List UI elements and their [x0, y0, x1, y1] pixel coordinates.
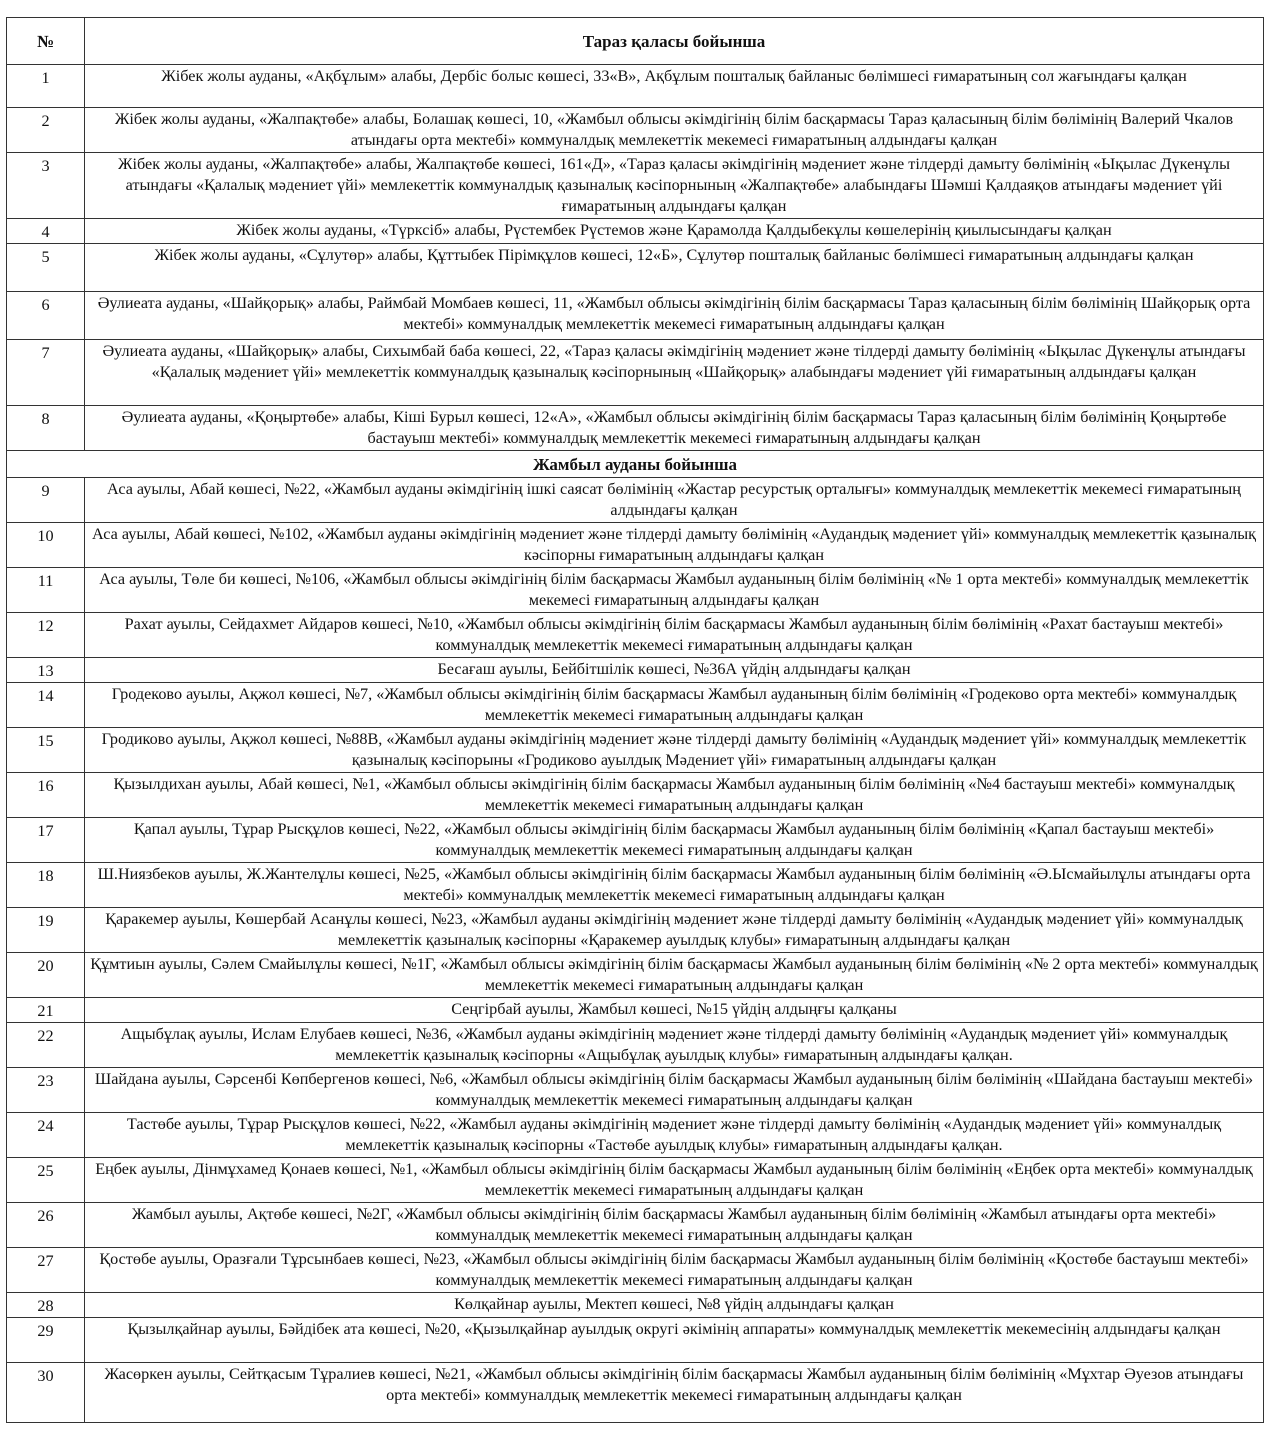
table-row [7, 613, 1264, 658]
row-number: 7 [7, 340, 85, 406]
table-row [7, 773, 1264, 818]
table-row [7, 65, 1264, 108]
table-row [7, 1363, 1264, 1423]
row-number: 14 [7, 683, 85, 728]
header-number: № [7, 18, 85, 65]
table-row [7, 658, 1264, 683]
table-row [7, 953, 1264, 998]
table-row [7, 998, 1264, 1023]
row-number: 29 [7, 1318, 85, 1363]
row-number: 17 [7, 818, 85, 863]
table-row [7, 406, 1264, 451]
table-row [7, 1113, 1264, 1158]
row-location-text: Жібек жолы ауданы, «Түрксіб» алабы, Рүстембек Рүстемов және Қарамолда Қалдыбекұлы көшелерінің қиылысындағы қалқан [85, 219, 1264, 244]
row-number: 22 [7, 1023, 85, 1068]
row-number: 8 [7, 406, 85, 451]
row-number: 28 [7, 1293, 85, 1318]
row-location-text: Жібек жолы ауданы, «Жалпақтөбе» алабы, Болашақ көшесі, 10, «Жамбыл облысы әкімдігінің білім басқармасы Тараз қаласының білім бөлімінің Валерий Чкалов атындағы орта мектебі» коммуналдық мемлекеттік мекемесі ғимаратының алдындағы қалқан [85, 108, 1264, 153]
row-number: 16 [7, 773, 85, 818]
row-number: 5 [7, 244, 85, 292]
table-row [7, 1068, 1264, 1113]
row-number: 27 [7, 1248, 85, 1293]
row-location-text: Әулиеата ауданы, «Шайқорық» алабы, Раймбай Момбаев көшесі, 11, «Жамбыл облысы әкімдігінің білім басқармасы Тараз қаласының білім бөлімінің Шайқорық орта мектебі» коммуналдық мемлекеттік мекемесі ғимаратының алдындағы қалқан [85, 292, 1264, 340]
table-row [7, 523, 1264, 568]
table-row [7, 1293, 1264, 1318]
row-number: 15 [7, 728, 85, 773]
table-header-row [7, 18, 1264, 65]
table-row [7, 908, 1264, 953]
row-number: 24 [7, 1113, 85, 1158]
table-row [7, 863, 1264, 908]
row-location-text: Жібек жолы ауданы, «Жалпақтөбе» алабы, Жалпақтөбе көшесі, 161«Д», «Тараз қаласы әкімдігінің мәдениет және тілдерді дамыту бөлімінің «Ықылас Дүкенұлы атындағы «Қалалық мәдениет үйі» мемлекеттік коммуналдық қазыналық кәсіпорнының «Жалпақтөбе» алабындағы Шәмші Қалдаяқов атындағы мәдениет үйі ғимаратының алдындағы қалқан [85, 153, 1264, 219]
table-row [7, 1318, 1264, 1363]
row-location-text: Қапал ауылы, Тұрар Рысқұлов көшесі, №22, «Жамбыл облысы әкімдігінің білім басқармасы Жамбыл ауданының білім бөлімінің «Қапал бастауыш мектебі» коммуналдық мемлекеттік мекемесі ғимаратының алдындағы қалқан [85, 818, 1264, 863]
row-number: 30 [7, 1363, 85, 1423]
row-location-text: Қаракемер ауылы, Көшербай Асанұлы көшесі, №23, «Жамбыл ауданы әкімдігінің мәдениет және тілдерді дамыту бөлімінің «Аудандық мәдениет үйі» коммуналдық мемлекеттік қазыналық кәсіпорны «Қаракемер ауылдық клубы» ғимаратының алдындағы қалқан [85, 908, 1264, 953]
table-body [7, 65, 1264, 1423]
row-number: 1 [7, 65, 85, 108]
row-number: 18 [7, 863, 85, 908]
row-number: 6 [7, 292, 85, 340]
row-number: 19 [7, 908, 85, 953]
row-location-text: Жібек жолы ауданы, «Сұлутөр» алабы, Құттыбек Пірімқұлов көшесі, 12«Б», Сұлутөр пошталық байланыс бөлімшесі ғимаратының алдындағы қалқан [85, 244, 1264, 292]
table-row [7, 340, 1264, 406]
document-page [6, 17, 1263, 1423]
table-row [7, 244, 1264, 292]
row-location-text: Бесағаш ауылы, Бейбітшілік көшесі, №36А үйдің алдындағы қалқан [85, 658, 1264, 683]
row-location-text: Әулиеата ауданы, «Қоңыртөбе» алабы, Кіші Бурыл көшесі, 12«А», «Жамбыл облысы әкімдігінің білім басқармасы Тараз қаласының білім бөлімінің Қоңыртөбе бастауыш мектебі» коммуналдық мемлекеттік мекемесі ғимаратының алдындағы қалқан [85, 406, 1264, 451]
table-row [7, 1158, 1264, 1203]
table-row [7, 568, 1264, 613]
row-number: 26 [7, 1203, 85, 1248]
row-number: 13 [7, 658, 85, 683]
table-row [7, 1248, 1264, 1293]
row-location-text: Ащыбұлақ ауылы, Ислам Елубаев көшесі, №36, «Жамбыл ауданы әкімдігінің мәдениет және тілдерді дамыту бөлімінің «Аудандық мәдениет үйі» коммуналдық мемлекеттік қазыналық кәсіпорны «Ащыбұлақ ауылдық клубы» ғимаратының алдындағы қалқан. [85, 1023, 1264, 1068]
table-row [7, 292, 1264, 340]
row-number: 3 [7, 153, 85, 219]
row-number: 21 [7, 998, 85, 1023]
row-location-text: Тастөбе ауылы, Тұрар Рысқұлов көшесі, №22, «Жамбыл ауданы әкімдігінің мәдениет және тілдерді дамыту бөлімінің «Аудандық мәдениет үйі» коммуналдық мемлекеттік қазыналық кәсіпорны «Тастөбе ауылдық клубы» ғимаратының алдындағы қалқан. [85, 1113, 1264, 1158]
table-row [7, 728, 1264, 773]
table-row [7, 153, 1264, 219]
row-location-text: Құмтиын ауылы, Сәлем Смайылұлы көшесі, №1Г, «Жамбыл облысы әкімдігінің білім басқармасы Жамбыл ауданының білім бөлімінің «№ 2 орта мектебі» коммуналдық мемлекеттік мекемесі ғимаратының алдындағы қалқан [85, 953, 1264, 998]
row-location-text: Аса ауылы, Абай көшесі, №22, «Жамбыл ауданы әкімдігінің ішкі саясат бөлімінің «Жастар ресурстық орталығы» коммуналдық мемлекеттік мекемесі ғимаратының алдындағы қалқан [85, 478, 1264, 523]
row-location-text: Жамбыл ауылы, Ақтөбе көшесі, №2Г, «Жамбыл облысы әкімдігінің білім басқармасы Жамбыл ауданының білім бөлімінің «Жамбыл атындағы орта мектебі» коммуналдық мемлекеттік мекемесі ғимаратының алдындағы қалқан [85, 1203, 1264, 1248]
row-location-text: Шайдана ауылы, Сәрсенбі Көпбергенов көшесі, №6, «Жамбыл облысы әкімдігінің білім басқармасы Жамбыл ауданының білім бөлімінің «Шайдана бастауыш мектебі» коммуналдық мемлекеттік мекемесі ғимаратының алдындағы қалқан [85, 1068, 1264, 1113]
row-number: 4 [7, 219, 85, 244]
row-location-text: Гродеково ауылы, Ақжол көшесі, №7, «Жамбыл облысы әкімдігінің білім басқармасы Жамбыл ауданының білім бөлімінің «Гродеково орта мектебі» коммуналдық мемлекеттік мекемесі ғимаратының алдындағы қалқан [85, 683, 1264, 728]
table-row [7, 1023, 1264, 1068]
row-number: 9 [7, 478, 85, 523]
row-location-text: Әулиеата ауданы, «Шайқорық» алабы, Сихымбай баба көшесі, 22, «Тараз қаласы әкімдігінің мәдениет және тілдерді дамыту бөлімінің «Ықылас Дүкенұлы атындағы «Қалалық мәдениет үйі» мемлекеттік коммуналдық қазыналық кәсіпорнының «Шайқорық» алабындағы мәдениет үйі ғимаратының алдындағы қалқан [85, 340, 1264, 406]
table-row [7, 478, 1264, 523]
table-row [7, 219, 1264, 244]
row-number: 20 [7, 953, 85, 998]
row-location-text: Сеңгірбай ауылы, Жамбыл көшесі, №15 үйдің алдыңғы қалқаны [85, 998, 1264, 1023]
section-header-row [7, 451, 1264, 478]
row-location-text: Аса ауылы, Абай көшесі, №102, «Жамбыл ауданы әкімдігінің мәдениет және тілдерді дамыту бөлімінің «Аудандық мәдениет үйі» коммуналдық мемлекеттік қазыналық кәсіпорны ғимаратының алдындағы қалқан [85, 523, 1264, 568]
table-row [7, 818, 1264, 863]
section-title: Жамбыл ауданы бойынша [7, 451, 1264, 478]
row-number: 12 [7, 613, 85, 658]
row-location-text: Еңбек ауылы, Дінмұхамед Қонаев көшесі, №1, «Жамбыл облысы әкімдігінің білім басқармасы Жамбыл ауданының білім бөлімінің «Еңбек орта мектебі» коммуналдық мемлекеттік мекемесі ғимаратының алдындағы қалқан [85, 1158, 1264, 1203]
row-location-text: Жасөркен ауылы, Сейтқасым Тұралиев көшесі, №21, «Жамбыл облысы әкімдігінің білім басқармасы Жамбыл ауданының білім бөлімінің «Мұхтар Әуезов атындағы орта мектебі» коммуналдық мемлекеттік мекемесі ғимаратының алдындағы қалқан [85, 1363, 1264, 1423]
row-number: 23 [7, 1068, 85, 1113]
locations-table [6, 17, 1264, 1423]
row-location-text: Қызылдихан ауылы, Абай көшесі, №1, «Жамбыл облысы әкімдігінің білім басқармасы Жамбыл ауданының білім бөлімінің «№4 бастауыш мектебі» коммуналдық мемлекеттік мекемесі ғимаратының алдындағы қалқан [85, 773, 1264, 818]
row-location-text: Рахат ауылы, Сейдахмет Айдаров көшесі, №10, «Жамбыл облысы әкімдігінің білім басқармасы Жамбыл ауданының білім бөлімінің «Рахат бастауыш мектебі» коммуналдық мемлекеттік мекемесі ғимаратының алдындағы қалқан [85, 613, 1264, 658]
table-row [7, 108, 1264, 153]
row-location-text: Көлқайнар ауылы, Мектеп көшесі, №8 үйдің алдындағы қалқан [85, 1293, 1264, 1318]
row-location-text: Қостөбе ауылы, Оразғали Тұрсынбаев көшесі, №23, «Жамбыл облысы әкімдігінің білім басқармасы Жамбыл ауданының білім бөлімінің «Қостөбе бастауыш мектебі» коммуналдық мемлекеттік мекемесі ғимаратының алдындағы қалқан [85, 1248, 1264, 1293]
header-title: Тараз қаласы бойынша [85, 18, 1264, 65]
row-location-text: Аса ауылы, Төле би көшесі, №106, «Жамбыл облысы әкімдігінің білім басқармасы Жамбыл ауданының білім бөлімінің «№ 1 орта мектебі» коммуналдық мемлекеттік мекемесі ғимаратының алдындағы қалқан [85, 568, 1264, 613]
table-row [7, 683, 1264, 728]
row-location-text: Гродиково ауылы, Ақжол көшесі, №88В, «Жамбыл ауданы әкімдігінің мәдениет және тілдерді дамыту бөлімінің «Аудандық мәдениет үйі» коммуналдық мемлекеттік қазыналық кәсіпорыны «Гродиково ауылдық Мәдениет үйі» ғимаратының алдындағы қалқан [85, 728, 1264, 773]
row-location-text: Қызылқайнар ауылы, Бәйдібек ата көшесі, №20, «Қызылқайнар ауылдық округі әкімінің аппараты» коммуналдық мемлекеттік мекемесінің алдындағы қалқан [85, 1318, 1264, 1363]
row-number: 25 [7, 1158, 85, 1203]
row-number: 2 [7, 108, 85, 153]
table-row [7, 1203, 1264, 1248]
row-number: 11 [7, 568, 85, 613]
row-number: 10 [7, 523, 85, 568]
row-location-text: Жібек жолы ауданы, «Ақбұлым» алабы, Дербіс болыс көшесі, 33«В», Ақбұлым пошталық байланыс бөлімшесі ғимаратының сол жағындағы қалқан [85, 65, 1264, 108]
row-location-text: Ш.Ниязбеков ауылы, Ж.Жантелұлы көшесі, №25, «Жамбыл облысы әкімдігінің білім басқармасы Жамбыл ауданының білім бөлімінің «Ә.Ысмайылұлы атындағы орта мектебі» коммуналдық мемлекеттік мекемесі ғимаратының алдындағы қалқан [85, 863, 1264, 908]
